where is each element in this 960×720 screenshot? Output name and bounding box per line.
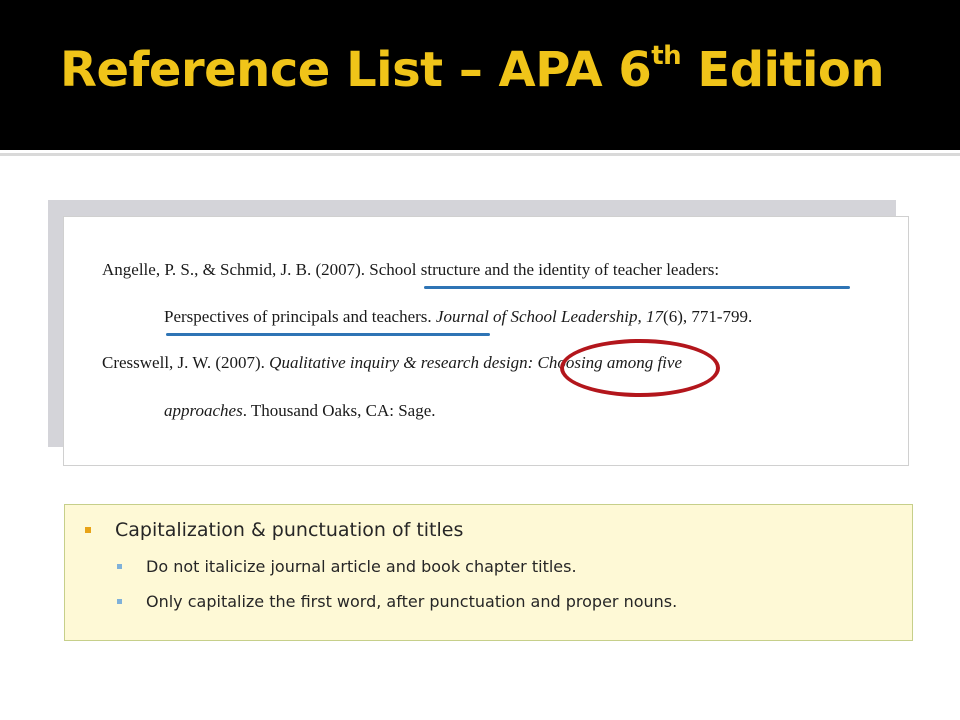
reference-example-box bbox=[63, 216, 909, 466]
reference-line-3: Cresswell, J. W. (2007). Qualitative inquiry & research design: Choosing among five bbox=[102, 353, 682, 372]
note-heading: Capitalization & punctuation of titles bbox=[85, 519, 463, 541]
notes-box bbox=[64, 504, 913, 641]
reference-line-2: Perspectives of principals and teachers. Journal of School Leadership, 17(6), 771-799. bbox=[164, 307, 753, 326]
journal-title: Journal of School Leadership, 17 bbox=[435, 307, 664, 326]
book-title: Qualitative inquiry & research design: Choosing among five bbox=[269, 353, 682, 372]
bullet-icon bbox=[85, 527, 91, 533]
sub-bullet-icon bbox=[117, 564, 122, 569]
title-superscript: th bbox=[651, 41, 682, 71]
title-bar bbox=[0, 0, 960, 150]
article-title-underline-2 bbox=[166, 333, 490, 336]
sub-bullet-icon bbox=[117, 599, 122, 604]
reference-line-1: Angelle, P. S., & Schmid, J. B. (2007). School structure and the identity of teacher leaders: bbox=[102, 260, 720, 279]
article-title-underline-1 bbox=[424, 286, 850, 289]
note-item: Do not italicize journal article and book chapter titles. bbox=[117, 557, 577, 576]
note-item: Only capitalize the first word, after punctuation and proper nouns. bbox=[117, 592, 677, 611]
book-title-end: approaches bbox=[164, 401, 243, 420]
slide-title: Reference List – APA 6th Edition bbox=[60, 41, 885, 98]
reference-line-4: approaches. Thousand Oaks, CA: Sage. bbox=[164, 401, 436, 420]
title-divider bbox=[0, 153, 960, 156]
capitalization-highlight-circle bbox=[560, 339, 720, 397]
